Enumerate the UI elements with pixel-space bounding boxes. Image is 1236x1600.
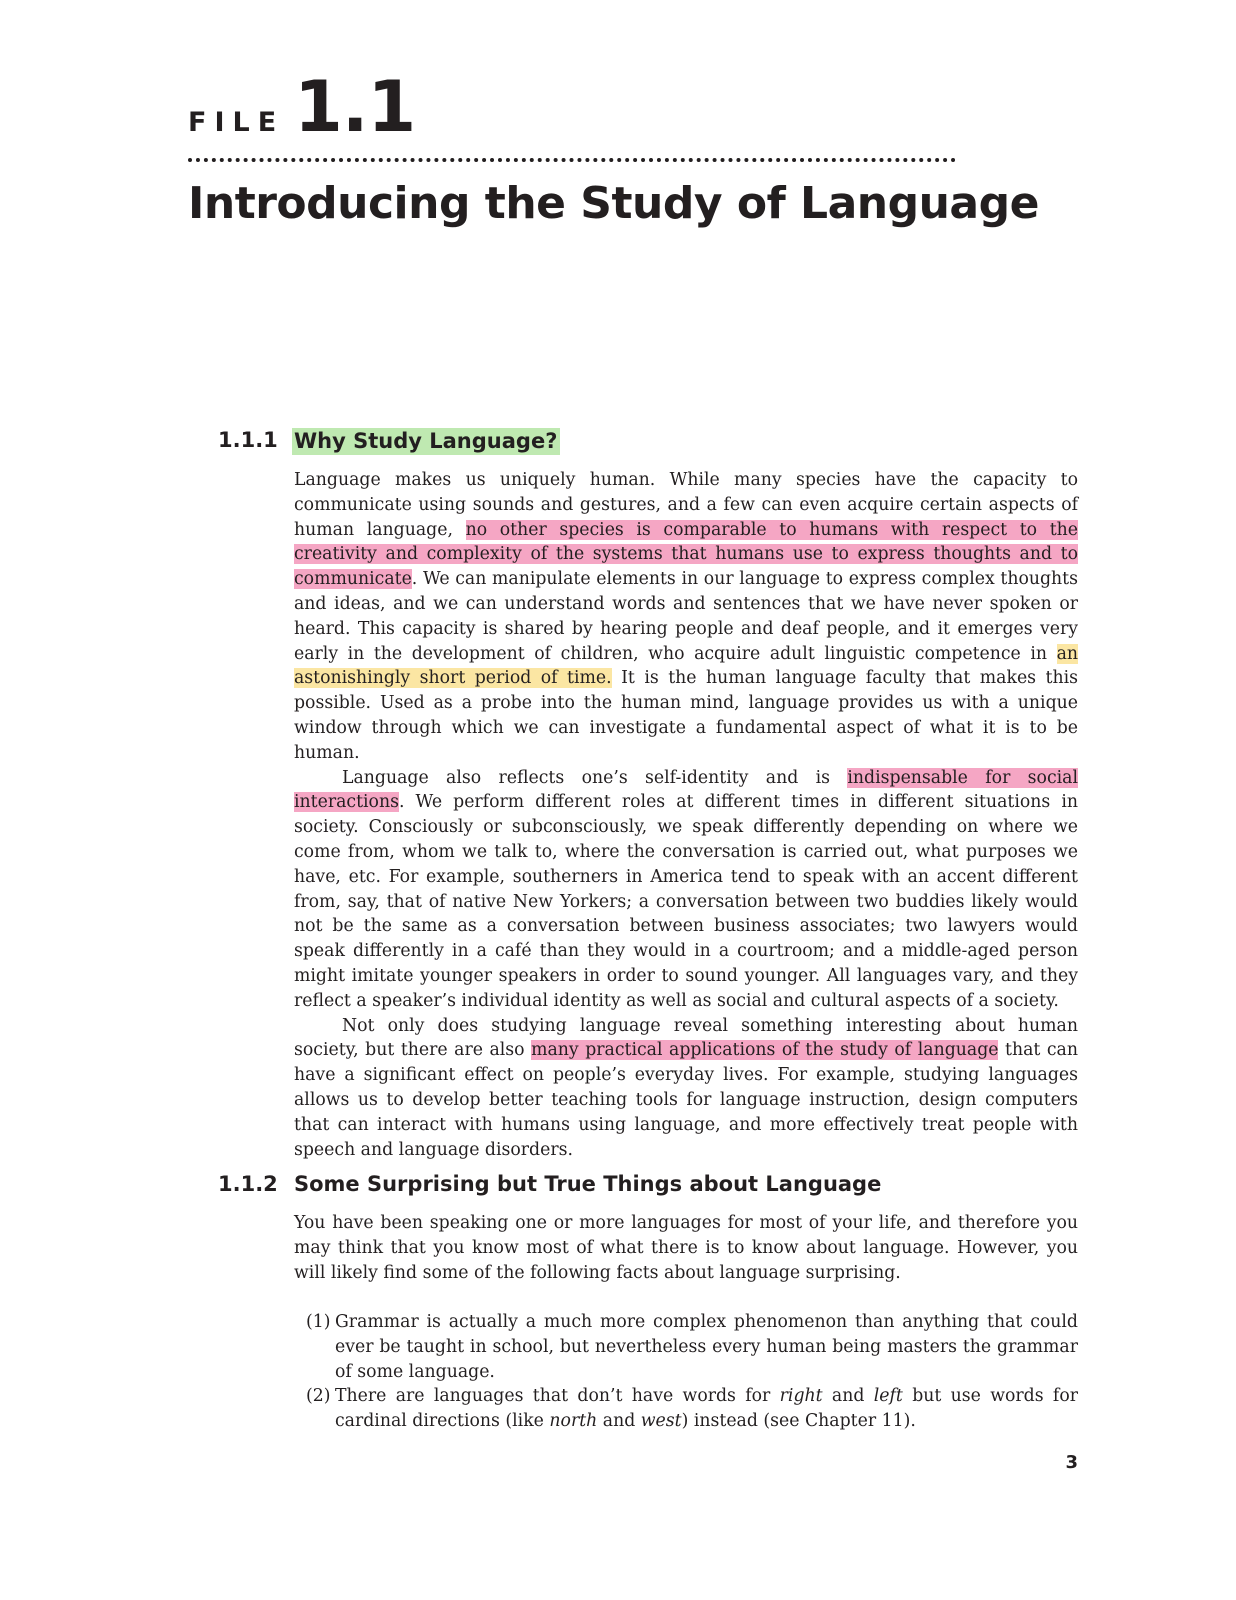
text-run: but use words for cardinal directions (like	[335, 1386, 1078, 1432]
paragraph-2	[294, 766, 1078, 1014]
text-run: Language makes us uniquely human. While many species have the capacity to communicate using sounds and gestures, and a few can even acquire certain aspects of human language,	[294, 470, 1078, 540]
section-1-1-2-body	[294, 1211, 1078, 1285]
text-run: and	[597, 1411, 641, 1432]
section-1-1-1-body	[294, 468, 1078, 1162]
intro-paragraph: You have been speaking one or more languages for most of your life, and therefore you may think that you know most of what there is to know about language. However, you will likely find some of the following facts about language surprising.	[294, 1213, 1078, 1283]
italic-word: right	[779, 1386, 823, 1407]
section-number: 1.1.2	[218, 1172, 278, 1196]
paragraph-3	[294, 1014, 1078, 1163]
italic-word: north	[549, 1411, 598, 1432]
text-run: There are languages that don’t have words for	[335, 1386, 780, 1407]
list-item-number: (2)	[306, 1386, 331, 1407]
chapter-title: Introducing the Study of Language	[188, 178, 1039, 229]
italic-word: west	[640, 1411, 682, 1432]
page-number: 3	[1065, 1452, 1078, 1473]
text-run: Language also reflects one’s self-identity and is	[342, 767, 848, 788]
file-word: FILE	[188, 107, 285, 138]
paragraph-1	[294, 468, 1078, 766]
list-item-text: Grammar is actually a much more complex phenomenon than anything that could ever be taught in school, but nevertheless every human being masters the grammar of some language.	[335, 1312, 1078, 1382]
text-run: and	[822, 1386, 874, 1407]
text-run: . We can manipulate elements in our language to express complex thoughts and ideas, and we can understand words and sentences that we have never spoken or heard. This capacity is shared by hearing people and deaf people, and it emerges very early in the development of children, who acquire adult linguistic competence in	[294, 569, 1078, 664]
list-item-number: (1)	[306, 1312, 331, 1332]
section-title: Why Study Language?	[292, 428, 560, 455]
text-run: . We perform different roles at different times in different situations in society. Consciously or subconsciously, we speak differently depending on where we come from, whom we talk to, where the conversation is carried out, what purposes we have, etc. For example, southerners in America tend to speak with an accent different from, say, that of native New Yorkers; a conversation between two buddies likely would not be the same as a conversation between business associates; two lawyers would speak differently in a café than they would in a courtroom; and a middle-aged person might imitate younger speakers in order to sound younger. All languages vary, and they reflect a speaker’s individual identity as well as social and cultural aspects of a society.	[294, 792, 1078, 1011]
text-run: ) instead (see Chapter 11).	[681, 1411, 916, 1432]
highlight-yellow: an astonishingly short period of time.	[294, 643, 1078, 689]
italic-word: left	[873, 1386, 903, 1407]
text-run: Not only does studying language reveal something interesting about human society, but there are also	[294, 1015, 1078, 1061]
section-title: Some Surprising but True Things about Language	[294, 1172, 882, 1196]
file-label	[188, 66, 416, 148]
text-run: It is the human language faculty that makes this possible. Used as a probe into the human mind, language provides us with a unique window through which we can investigate a fundamental aspect of what it is to be human.	[294, 668, 1078, 763]
list-item	[294, 1310, 1078, 1384]
section-number: 1.1.1	[218, 428, 278, 452]
highlight-pink: no other species is comparable to humans with respect to the creativity and complexity of the systems that humans use to express thoughts and to communicate	[294, 519, 1078, 590]
list-item	[294, 1384, 1078, 1434]
section-heading-1-1-1	[218, 428, 560, 455]
file-number: 1.1	[294, 66, 416, 148]
list-item-text	[335, 1384, 1078, 1434]
text-run: that can have a significant effect on people’s everyday lives. For example, studying languages allows us to develop better teaching tools for language instruction, design computers that can interact with humans using language, and more effectively treat people with speech and language disorders.	[294, 1040, 1078, 1160]
highlight-pink: indispensable for social interactions	[294, 767, 1078, 813]
highlight-pink: many practical applications of the study of language	[531, 1040, 999, 1061]
dotted-divider	[188, 158, 956, 162]
facts-list	[294, 1310, 1078, 1434]
section-heading-1-1-2	[218, 1172, 881, 1196]
